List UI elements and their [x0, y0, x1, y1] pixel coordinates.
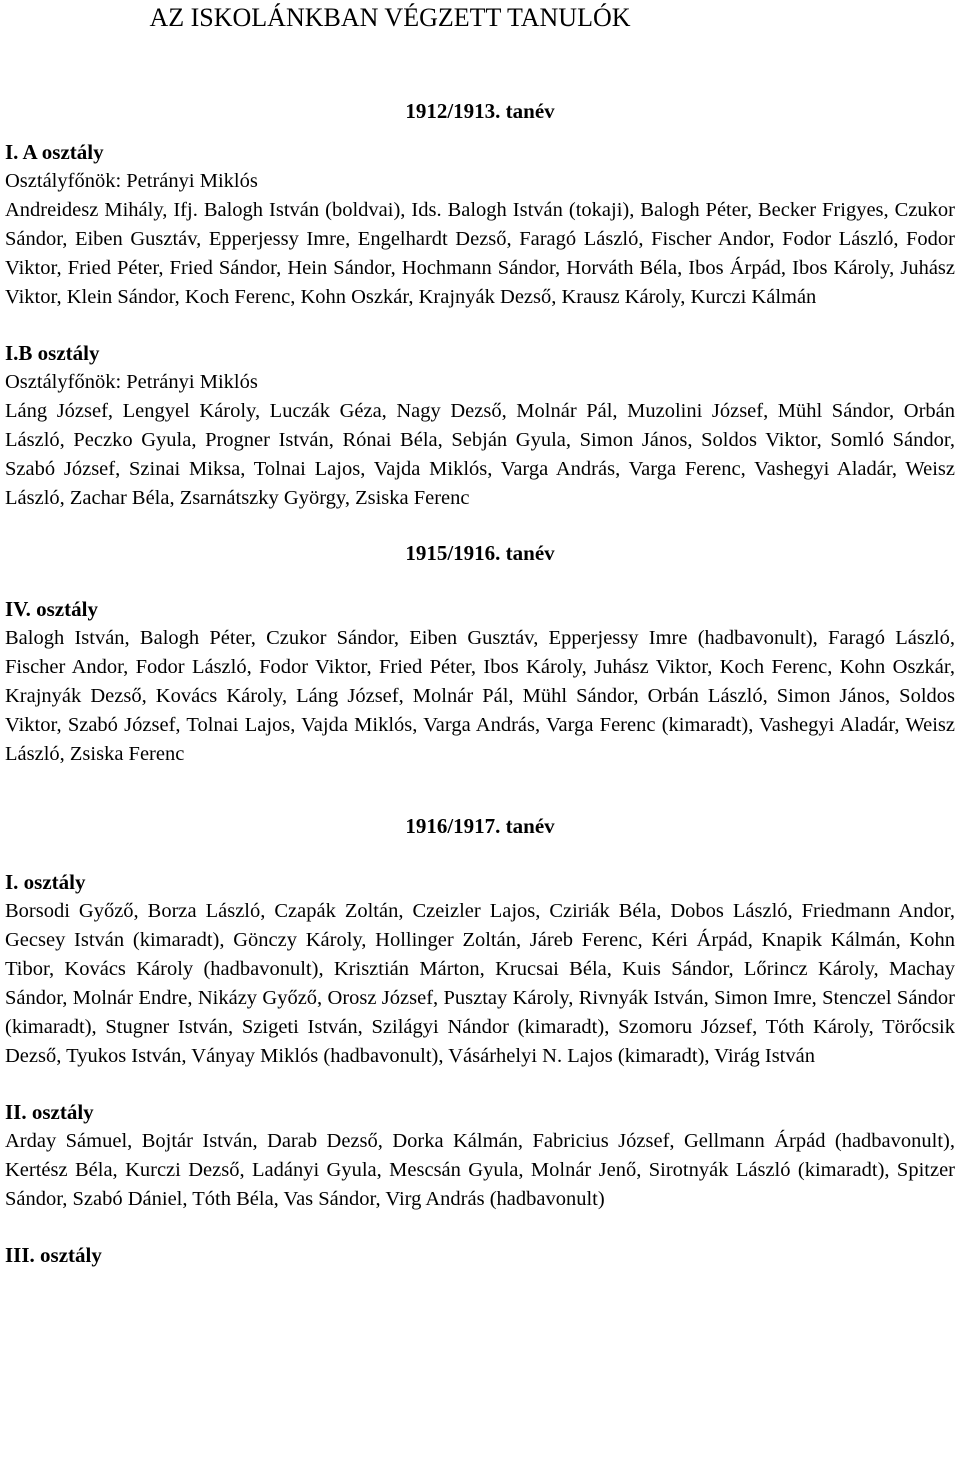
class-section-1 [5, 868, 955, 1071]
student-list: Arday Sámuel, Bojtár István, Darab Dezső, Dorka Kálmán, Fabricius József, Gellmann Árpád (hadbavonult), Kertész Béla, Kurczi Dezső, Ladányi Gyula, Mescsán Gyula, Molnár Jenő, Sirotnyák László (kimaradt), Spitzer Sándor, Szabó Dániel, Tóth Béla, Vas Sándor, Virg András (hadbavonult) [5, 1130, 955, 1210]
class-title: III. osztály [5, 1243, 102, 1267]
student-list: Balogh István, Balogh Péter, Czukor Sándor, Eiben Gusztáv, Epperjessy Imre (hadbavonult), Faragó László, Fischer Andor, Fodor László, Fodor Viktor, Fried Péter, Ibos Károly, Juhász Viktor, Koch Ferenc, Kohn Oszkár, Krajnyák Dezső, Kovács Károly, Láng József, Molnár Pál, Mühl Sándor, Orbán László, Simon János, Soldos Viktor, Szabó József, Tolnai Lajos, Vajda Miklós, Varga András, Varga Ferenc (kimaradt), Vashegyi Aladár, Weisz László, Zsiska Ferenc [5, 627, 955, 765]
class-teacher: Osztályfőnök: Petrányi Miklós [5, 371, 258, 393]
class-section-1b [5, 339, 955, 513]
student-list: Láng József, Lengyel Károly, Luczák Géza, Nagy Dezső, Molnár Pál, Muzolini József, Mühl Sándor, Orbán László, Peczko Gyula, Progner István, Rónai Béla, Sebján Gyula, Simon János, Soldos Viktor, Somló Sándor, Szabó József, Szinai Miksa, Tolnai Lajos, Vajda Miklós, Varga András, Varga Ferenc, Vashegyi Aladár, Weisz László, Zachar Béla, Zsarnátszky György, Zsiska Ferenc [5, 400, 955, 509]
class-title: I. A osztály [5, 140, 104, 164]
class-teacher: Osztályfőnök: Petrányi Miklós [5, 170, 258, 192]
class-title: IV. osztály [5, 597, 98, 621]
class-title: I. osztály [5, 870, 86, 894]
year-heading-1912-1913: 1912/1913. tanév [405, 99, 555, 123]
class-section-3 [5, 1241, 955, 1270]
class-title: II. osztály [5, 1100, 94, 1124]
class-title: I.B osztály [5, 341, 100, 365]
class-section-2 [5, 1098, 955, 1214]
student-list: Andreidesz Mihály, Ifj. Balogh István (boldvai), Ids. Balogh István (tokaji), Balogh Péter, Becker Frigyes, Czukor Sándor, Eiben Gusztáv, Epperjessy Imre, Engelhardt Dezső, Faragó László, Fischer Andor, Fodor László, Fodor Viktor, Fried Péter, Fried Sándor, Hein Sándor, Hochmann Sándor, Horváth Béla, Ibos Árpád, Ibos Károly, Juhász Viktor, Klein Sándor, Koch Ferenc, Kohn Oszkár, Krajnyák Dezső, Krausz Károly, Kurczi Kálmán [5, 199, 955, 308]
document-page [5, 0, 955, 1270]
class-section-1a [5, 138, 955, 312]
document-title: AZ ISKOLÁNKBAN VÉGZETT TANULÓK [149, 3, 631, 32]
year-heading-1916-1917: 1916/1917. tanév [405, 814, 555, 838]
student-list: Borsodi Győző, Borza László, Czapák Zoltán, Czeizler Lajos, Cziriák Béla, Dobos László, Friedmann Andor, Gecsey István (kimaradt), Gönczy Károly, Hollinger Zoltán, Járeb Ferenc, Kéri Árpád, Knapik Kálmán, Kohn Tibor, Kovács Károly (hadbavonult), Krisztián Márton, Krucsai Béla, Kuis Sándor, Lőrincz Károly, Machay Sándor, Molnár Endre, Nikázy Győző, Orosz József, Pusztay Károly, Rivnyák István, Simon Imre, Stenczel Sándor (kimaradt), Stugner István, Szigeti István, Szilágyi Nándor (kimaradt), Szomoru József, Tóth Károly, Törőcsik Dezső, Tyukos István, Ványay Miklós (hadbavonult), Vásárhelyi N. Lajos (kimaradt), Virág István [5, 900, 955, 1067]
year-heading-1915-1916: 1915/1916. tanév [405, 541, 555, 565]
class-section-4 [5, 595, 955, 769]
